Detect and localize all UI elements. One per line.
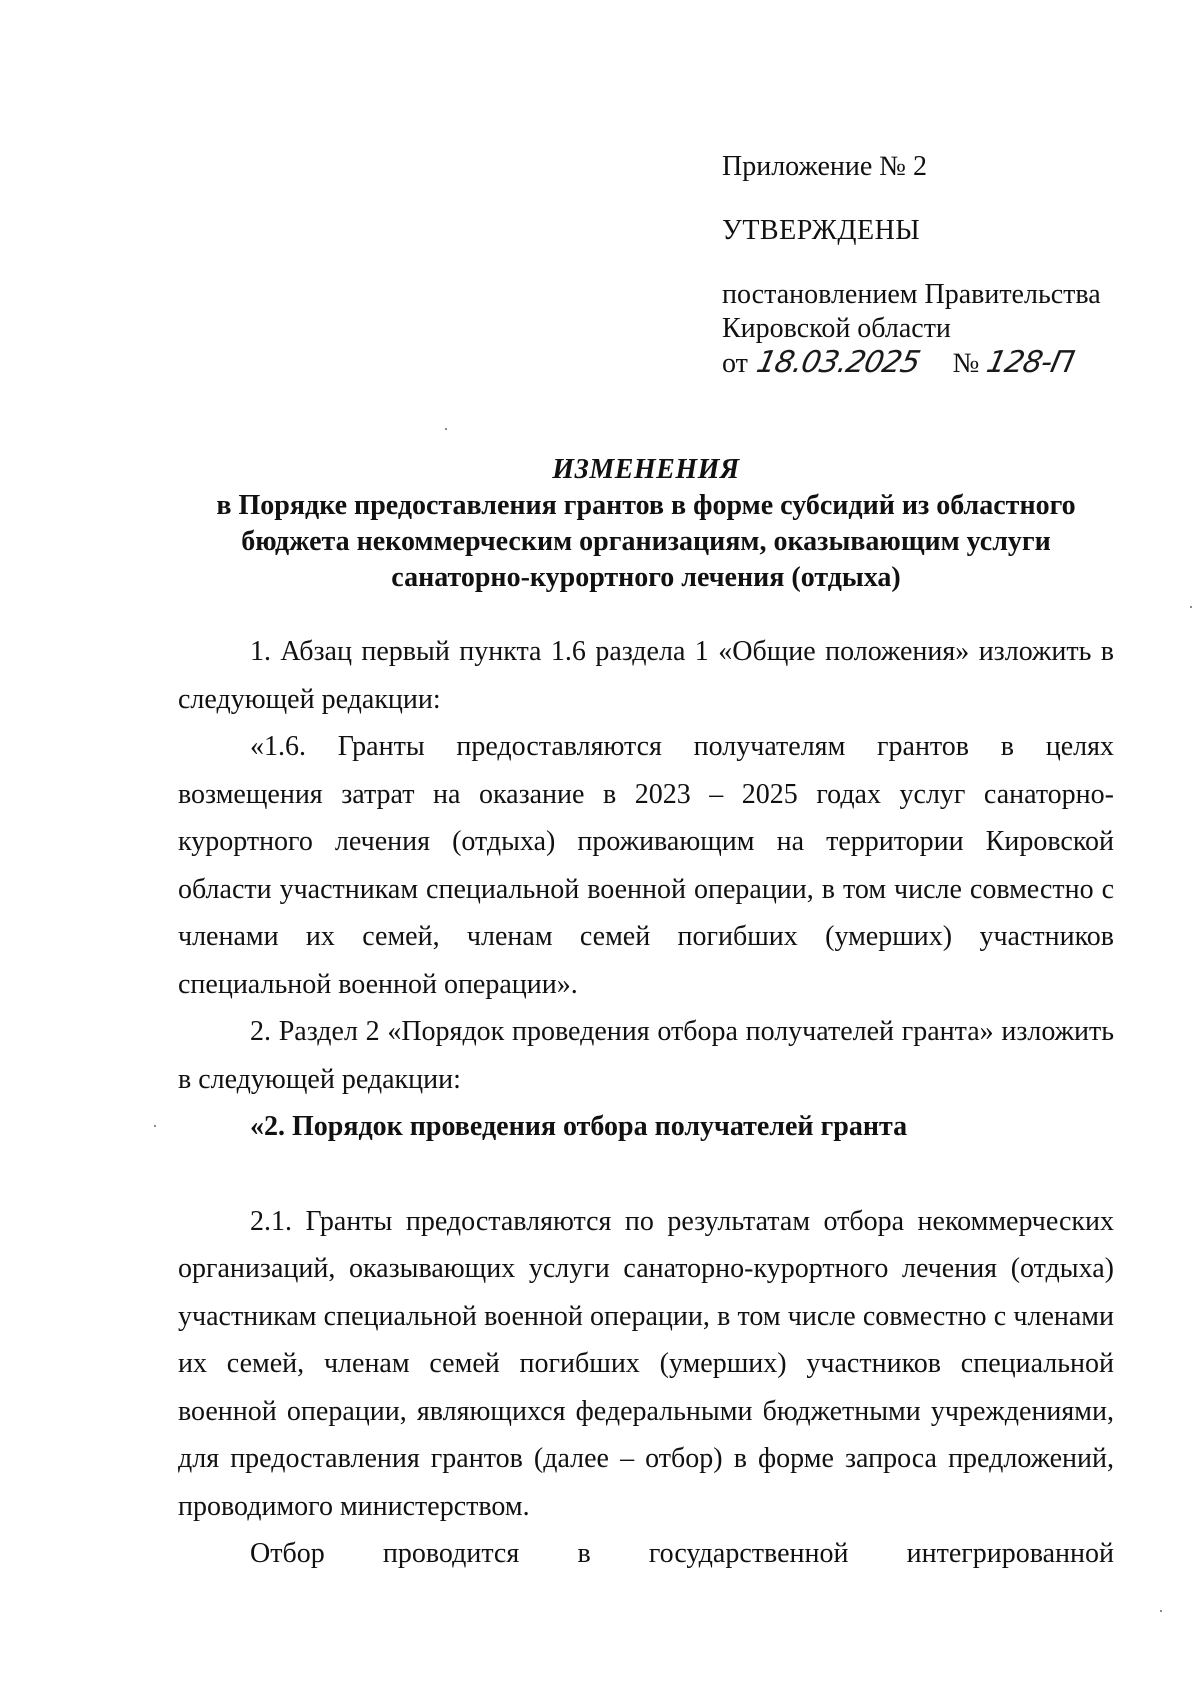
paragraph-2: «1.6. Гранты предоставляются получателям грантов в целях возмещения затрат на оказание в 2023 – 2025 годах услуг санаторно-курортного лечения (отдыха) проживающим на территории Кировской области участникам специальной военной операции, в том числе совместно с членами их семей, членам семей погибших (умерших) участников специальной военной операции». (178, 731, 1114, 1000)
document-body (178, 628, 1114, 1578)
handwritten-date: 18.03.2025 (753, 345, 923, 380)
paragraph-5: 2.1. Гранты предоставляются по результатам отбора некоммерческих организаций, оказывающих услуги санаторно-курортного лечения (отдыха) участникам специальной военной операции, в том числе совместно с членами их семей, членам семей погибших (умерших) участников специальной военной операции, являющихся федеральными бюджетными учреждениями, для предоставления грантов (далее – отбор) в форме запроса предложений, проводимого министерством. (178, 1205, 1114, 1522)
decree-date-line (722, 346, 1142, 381)
scan-speck (445, 428, 447, 430)
appendix-label: Приложение № 2 (722, 151, 927, 182)
paragraph-3: 2. Раздел 2 «Порядок проведения отбора получателей гранта» изложить в следующей редакции: (178, 1016, 1114, 1095)
title-line-2: бюджета некоммерческим организациям, оказывающим услуги (241, 526, 1051, 557)
from-label: от (722, 348, 748, 379)
handwritten-number: 128-П (983, 345, 1077, 380)
title-line-3: санаторно-курортного лечения (отдыха) (391, 562, 901, 593)
section-heading (178, 1103, 1114, 1151)
number-label: № (952, 348, 980, 379)
section-heading-text: 2. Порядок проведения отбора получателей гранта (264, 1111, 908, 1142)
paragraph-1: 1. Абзац первый пункта 1.6 раздела 1 «Общие положения» изложить в следующей редакции: (178, 636, 1114, 715)
approved-label: УТВЕРЖДЕНЫ (722, 215, 921, 246)
document-title (178, 452, 1114, 596)
approval-block (722, 150, 1142, 381)
title-main: ИЗМЕНЕНИЯ (552, 454, 740, 485)
scan-speck (1160, 1610, 1162, 1612)
decree-line-1: постановлением Правительства (722, 279, 1101, 310)
paragraph-6: Отбор проводится в государственной интегрированной (250, 1538, 1114, 1569)
scan-speck (154, 1125, 156, 1127)
scan-speck (1190, 606, 1192, 608)
title-line-1: в Порядке предоставления грантов в форме субсидий из областного (216, 490, 1076, 521)
section-heading-quote: « (250, 1111, 264, 1142)
decree-line-2: Кировской области (722, 313, 951, 344)
